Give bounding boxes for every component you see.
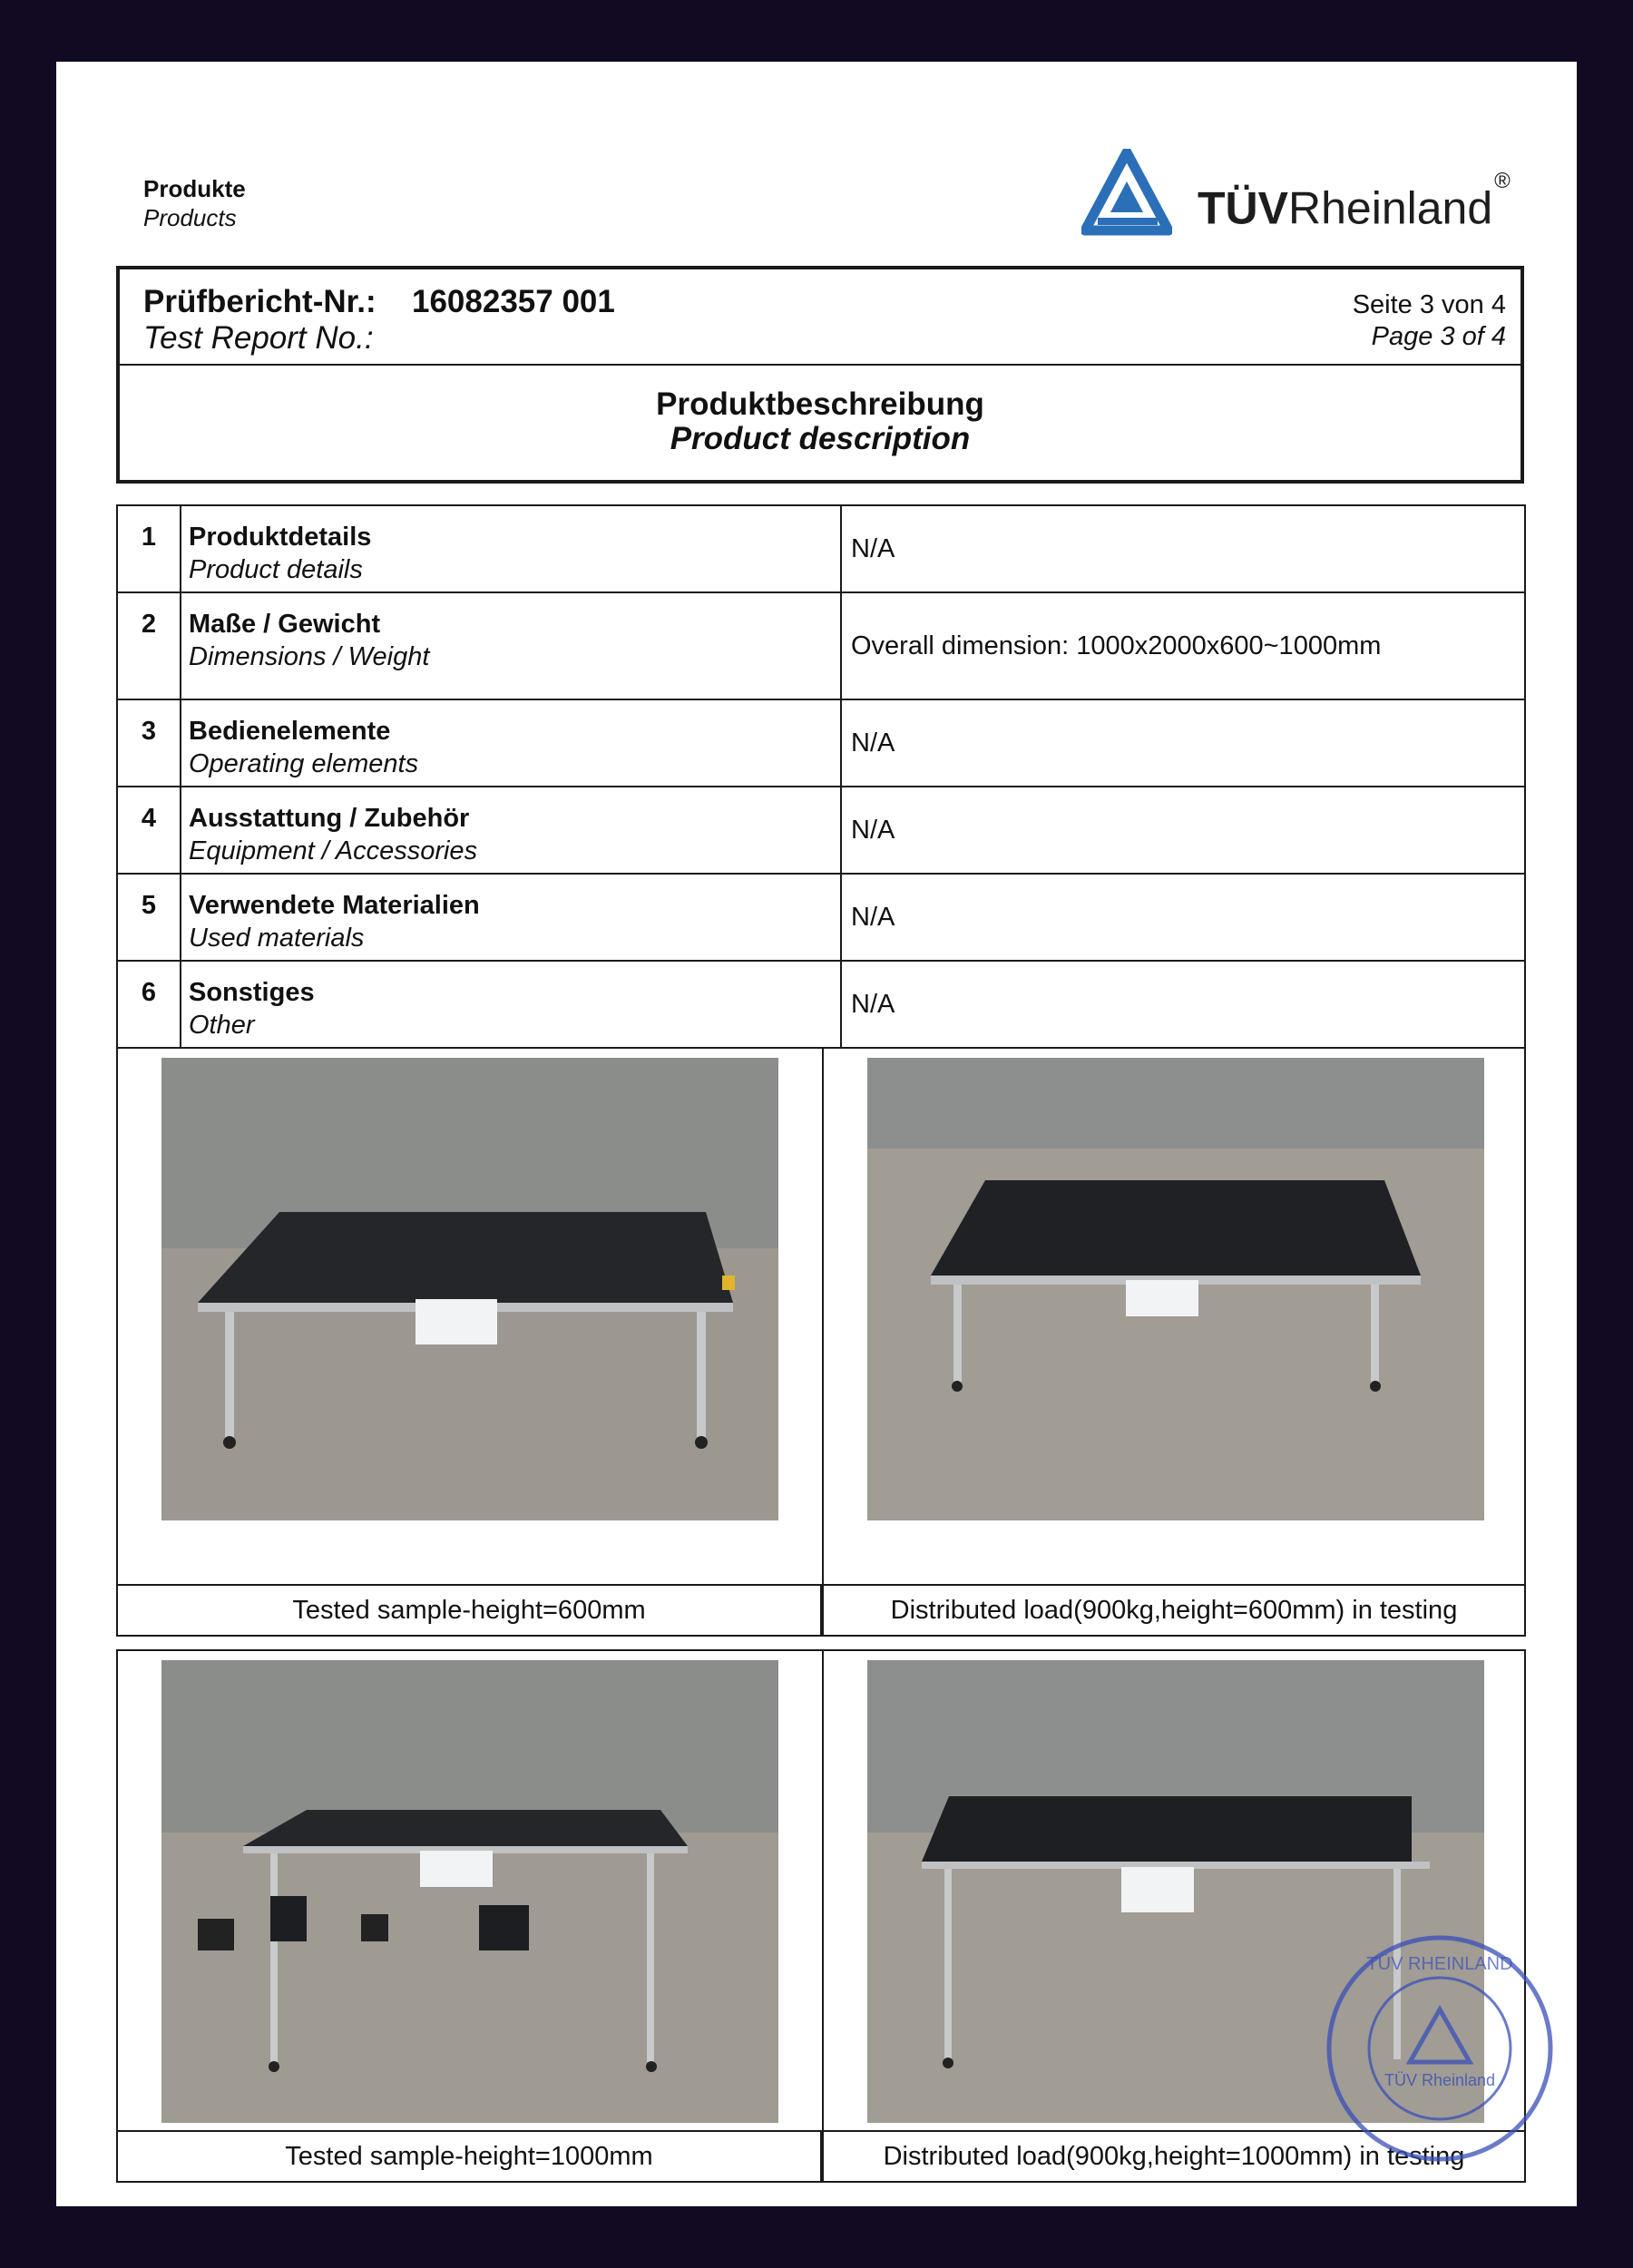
table-row: 2 Maße / Gewicht Dimensions / Weight Overall dimension: 1000x2000x600~1000mm — [117, 592, 1525, 699]
table-row: 5 Verwendete Materialien Used materials N/A — [117, 874, 1525, 961]
photo-cell-3 — [116, 1649, 824, 2132]
table-600mm-loaded-photo — [867, 1058, 1484, 1520]
table-600mm-photo — [161, 1058, 778, 1520]
report-page — [56, 62, 1577, 2206]
report-number: 16082357 001 — [412, 284, 615, 319]
table-1000mm-photo — [161, 1660, 778, 2123]
table-row: 1 Produktdetails Product details N/A — [117, 505, 1525, 592]
department-en: Products — [143, 204, 237, 231]
photo-caption-4: Distributed load(900kg,height=1000mm) in testing — [822, 2130, 1526, 2183]
tuv-stamp-icon — [1317, 1926, 1562, 2171]
report-header-box — [116, 266, 1524, 484]
report-number-label: Prüfbericht-Nr.: Test Report No.: — [143, 284, 376, 356]
product-spec-table — [116, 504, 1526, 1049]
section-title: Produktbeschreibung Product description — [656, 386, 984, 456]
table-row: 3 Bedienelemente Operating elements N/A — [117, 699, 1525, 787]
photo-caption-2: Distributed load(900kg,height=600mm) in testing — [822, 1586, 1526, 1637]
department-de: Produkte — [143, 175, 246, 202]
page-number: Seite 3 von 4 Page 3 of 4 — [1352, 290, 1506, 351]
header-divider — [120, 364, 1521, 366]
department-label — [143, 174, 246, 232]
photo-caption-3: Tested sample-height=1000mm — [116, 2130, 822, 2183]
brand-name: TÜVRheinland® — [1198, 169, 1511, 234]
table-row: 4 Ausstattung / Zubehör Equipment / Accessories N/A — [117, 787, 1525, 874]
tuv-triangle-icon — [1081, 149, 1172, 236]
table-row: 6 Sonstiges Other N/A — [117, 961, 1525, 1048]
tuv-logo — [1081, 149, 1553, 240]
photo-caption-1: Tested sample-height=600mm — [116, 1586, 822, 1637]
photo-cell-2 — [822, 1047, 1526, 1586]
svg-text:TÜV RHEINLAND: TÜV RHEINLAND — [1366, 1954, 1513, 1974]
photo-cell-1 — [116, 1047, 824, 1586]
svg-text:TÜV Rheinland: TÜV Rheinland — [1384, 2071, 1496, 2089]
